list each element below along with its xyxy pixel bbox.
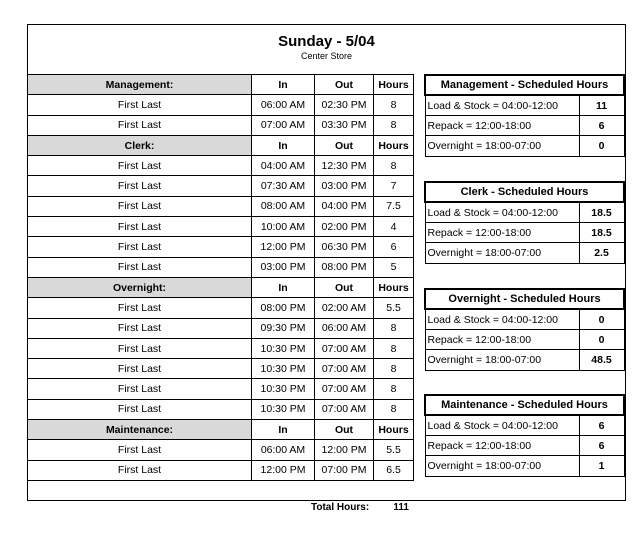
time-in: 10:30 PM bbox=[252, 338, 315, 358]
shift-hours: 0 bbox=[579, 330, 624, 350]
time-out: 07:00 PM bbox=[315, 460, 374, 480]
column-header-out: Out bbox=[315, 277, 374, 297]
hours-value: 5.5 bbox=[374, 298, 414, 318]
time-out: 03:30 PM bbox=[315, 115, 374, 135]
hours-value: 8 bbox=[374, 359, 414, 379]
employee-name: First Last bbox=[28, 95, 252, 115]
column-header-hours: Hours bbox=[374, 75, 414, 95]
shift-hours: 6 bbox=[579, 415, 624, 435]
hours-value: 8 bbox=[374, 318, 414, 338]
time-out: 04:00 PM bbox=[315, 196, 374, 216]
employee-name: First Last bbox=[28, 440, 252, 460]
employee-name: First Last bbox=[28, 460, 252, 480]
table-row bbox=[28, 237, 414, 257]
hours-value: 5.5 bbox=[374, 440, 414, 460]
shift-label: Load & Stock = 04:00-12:00 bbox=[425, 309, 579, 329]
time-out: 06:00 AM bbox=[315, 318, 374, 338]
shift-label: Overnight = 18:00-07:00 bbox=[425, 136, 579, 156]
employee-name: First Last bbox=[28, 298, 252, 318]
column-header-out: Out bbox=[315, 135, 374, 155]
hours-value: 8 bbox=[374, 379, 414, 399]
hours-value: 8 bbox=[374, 115, 414, 135]
time-in: 08:00 PM bbox=[252, 298, 315, 318]
time-out: 12:00 PM bbox=[315, 440, 374, 460]
section-header-row bbox=[28, 420, 414, 440]
hours-value: 8 bbox=[374, 399, 414, 419]
time-in: 12:00 PM bbox=[252, 237, 315, 257]
table-row bbox=[425, 136, 624, 156]
page-subtitle: Center Store bbox=[300, 51, 353, 61]
total-hours-label: Total Hours: bbox=[311, 502, 370, 513]
page-header bbox=[28, 26, 625, 62]
employee-name: First Last bbox=[28, 257, 252, 277]
table-row bbox=[425, 202, 624, 222]
column-header-out: Out bbox=[315, 75, 374, 95]
column-header-in: In bbox=[252, 277, 315, 297]
shift-hours: 18.5 bbox=[579, 223, 624, 243]
shift-label: Load & Stock = 04:00-12:00 bbox=[425, 95, 579, 115]
time-out: 07:00 AM bbox=[315, 399, 374, 419]
time-in: 07:00 AM bbox=[252, 115, 315, 135]
section-label: Maintenance: bbox=[28, 420, 252, 440]
table-row bbox=[28, 298, 414, 318]
shift-hours: 1 bbox=[579, 456, 624, 476]
scheduled-hours-table bbox=[424, 181, 625, 264]
section-header-row bbox=[28, 135, 414, 155]
shift-hours: 0 bbox=[579, 136, 624, 156]
table-row bbox=[28, 460, 414, 480]
shift-label: Overnight = 18:00-07:00 bbox=[425, 456, 579, 476]
column-header-hours: Hours bbox=[374, 135, 414, 155]
table-row bbox=[28, 115, 414, 135]
hours-value: 6 bbox=[374, 237, 414, 257]
section-label: Overnight: bbox=[28, 277, 252, 297]
employee-name: First Last bbox=[28, 359, 252, 379]
hours-value: 6.5 bbox=[374, 460, 414, 480]
table-row bbox=[28, 257, 414, 277]
section-header-row bbox=[28, 75, 414, 95]
hours-value: 8 bbox=[374, 95, 414, 115]
table-row bbox=[28, 217, 414, 237]
employee-name: First Last bbox=[28, 156, 252, 176]
hours-value: 8 bbox=[374, 338, 414, 358]
scheduled-hours-title: Management - Scheduled Hours bbox=[425, 75, 624, 95]
time-in: 09:30 PM bbox=[252, 318, 315, 338]
shift-label: Repack = 12:00-18:00 bbox=[425, 223, 579, 243]
time-out: 02:00 AM bbox=[315, 298, 374, 318]
employee-name: First Last bbox=[28, 176, 252, 196]
scheduled-hours-title: Overnight - Scheduled Hours bbox=[425, 289, 624, 309]
time-out: 07:00 AM bbox=[315, 379, 374, 399]
column-header-in: In bbox=[252, 135, 315, 155]
shift-label: Repack = 12:00-18:00 bbox=[425, 330, 579, 350]
time-in: 06:00 AM bbox=[252, 440, 315, 460]
shift-label: Repack = 12:00-18:00 bbox=[425, 436, 579, 456]
section-label: Clerk: bbox=[28, 135, 252, 155]
time-in: 06:00 AM bbox=[252, 95, 315, 115]
time-in: 10:00 AM bbox=[252, 217, 315, 237]
column-header-out: Out bbox=[315, 420, 374, 440]
column-header-hours: Hours bbox=[374, 277, 414, 297]
shift-hours: 48.5 bbox=[579, 350, 624, 370]
time-in: 10:30 PM bbox=[252, 379, 315, 399]
time-out: 08:00 PM bbox=[315, 257, 374, 277]
table-row bbox=[28, 338, 414, 358]
table-row bbox=[28, 196, 414, 216]
time-out: 07:00 AM bbox=[315, 338, 374, 358]
scheduled-hours-table bbox=[424, 394, 625, 477]
section-label: Management: bbox=[28, 75, 252, 95]
hours-value: 4 bbox=[374, 217, 414, 237]
table-row bbox=[425, 116, 624, 136]
table-row bbox=[425, 456, 624, 476]
table-row bbox=[28, 379, 414, 399]
time-in: 10:30 PM bbox=[252, 399, 315, 419]
section-header-row bbox=[28, 277, 414, 297]
shift-hours: 18.5 bbox=[579, 202, 624, 222]
schedule-table bbox=[27, 74, 414, 481]
hours-value: 5 bbox=[374, 257, 414, 277]
shift-label: Load & Stock = 04:00-12:00 bbox=[425, 202, 579, 222]
table-row bbox=[425, 330, 624, 350]
time-out: 02:30 PM bbox=[315, 95, 374, 115]
employee-name: First Last bbox=[28, 338, 252, 358]
table-row bbox=[425, 95, 624, 115]
time-in: 07:30 AM bbox=[252, 176, 315, 196]
column-header-in: In bbox=[252, 420, 315, 440]
employee-name: First Last bbox=[28, 318, 252, 338]
hours-value: 8 bbox=[374, 156, 414, 176]
employee-name: First Last bbox=[28, 399, 252, 419]
scheduled-hours-table bbox=[424, 288, 625, 371]
page-title: Sunday - 5/04 bbox=[278, 33, 375, 50]
employee-name: First Last bbox=[28, 217, 252, 237]
table-row bbox=[425, 350, 624, 370]
table-row bbox=[28, 359, 414, 379]
time-in: 08:00 AM bbox=[252, 196, 315, 216]
shift-label: Repack = 12:00-18:00 bbox=[425, 116, 579, 136]
column-header-in: In bbox=[252, 75, 315, 95]
table-row bbox=[425, 243, 624, 263]
shift-hours: 6 bbox=[579, 436, 624, 456]
employee-name: First Last bbox=[28, 196, 252, 216]
table-row bbox=[28, 440, 414, 460]
hours-value: 7.5 bbox=[374, 196, 414, 216]
time-out: 12:30 PM bbox=[315, 156, 374, 176]
shift-hours: 6 bbox=[579, 116, 624, 136]
time-out: 07:00 AM bbox=[315, 359, 374, 379]
time-out: 06:30 PM bbox=[315, 237, 374, 257]
time-out: 02:00 PM bbox=[315, 217, 374, 237]
scheduled-hours-table bbox=[424, 74, 625, 157]
hours-value: 7 bbox=[374, 176, 414, 196]
time-in: 10:30 PM bbox=[252, 359, 315, 379]
shift-hours: 2.5 bbox=[579, 243, 624, 263]
column-header-hours: Hours bbox=[374, 420, 414, 440]
employee-name: First Last bbox=[28, 379, 252, 399]
employee-name: First Last bbox=[28, 237, 252, 257]
employee-name: First Last bbox=[28, 115, 252, 135]
time-in: 12:00 PM bbox=[252, 460, 315, 480]
total-hours-value: 111 bbox=[393, 502, 409, 513]
shift-label: Overnight = 18:00-07:00 bbox=[425, 243, 579, 263]
table-row bbox=[425, 309, 624, 329]
table-row bbox=[425, 415, 624, 435]
shift-label: Overnight = 18:00-07:00 bbox=[425, 350, 579, 370]
table-row bbox=[28, 318, 414, 338]
time-in: 03:00 PM bbox=[252, 257, 315, 277]
shift-hours: 0 bbox=[579, 309, 624, 329]
time-out: 03:00 PM bbox=[315, 176, 374, 196]
scheduled-hours-title: Clerk - Scheduled Hours bbox=[425, 182, 624, 202]
shift-hours: 11 bbox=[579, 95, 624, 115]
time-in: 04:00 AM bbox=[252, 156, 315, 176]
shift-label: Load & Stock = 04:00-12:00 bbox=[425, 415, 579, 435]
table-row bbox=[425, 436, 624, 456]
scheduled-hours-title: Maintenance - Scheduled Hours bbox=[425, 395, 624, 415]
table-row bbox=[28, 95, 414, 115]
table-row bbox=[28, 156, 414, 176]
table-row bbox=[28, 399, 414, 419]
table-row bbox=[28, 176, 414, 196]
table-row bbox=[425, 223, 624, 243]
